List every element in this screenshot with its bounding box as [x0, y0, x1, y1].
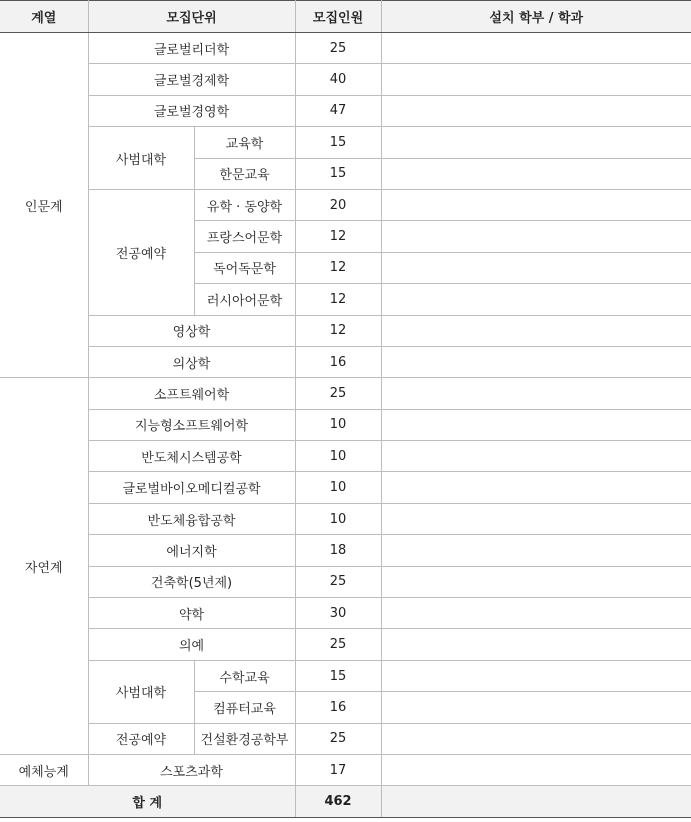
unit-cell: 수학교육 [194, 660, 295, 691]
unit-cell: 반도체시스템공학 [88, 441, 295, 472]
unit-cell: 의상학 [88, 346, 295, 377]
quota-cell: 30 [295, 598, 381, 629]
group-humanities: 인문계 [0, 33, 88, 378]
table-row [0, 127, 691, 158]
table-row [0, 503, 691, 534]
quota-cell: 40 [295, 64, 381, 95]
header-quota: 모집인원 [295, 1, 381, 33]
dept-cell [381, 409, 691, 440]
unit-cell: 유학 · 동양학 [194, 189, 295, 220]
quota-cell: 47 [295, 95, 381, 126]
total-quota: 462 [295, 786, 381, 817]
dept-cell [381, 284, 691, 315]
quota-cell: 10 [295, 503, 381, 534]
unit-cell: 의예 [88, 629, 295, 660]
quota-cell: 15 [295, 127, 381, 158]
quota-cell: 17 [295, 754, 381, 785]
dept-cell [381, 754, 691, 785]
unit-cell: 글로벌경제학 [88, 64, 295, 95]
unit-cell: 영상학 [88, 315, 295, 346]
dept-cell [381, 127, 691, 158]
table-row [0, 441, 691, 472]
subgroup-reserve-science: 전공예약 [88, 723, 194, 754]
header-dept: 설치 학부 / 학과 [381, 1, 691, 33]
table-row [0, 189, 691, 220]
dept-cell [381, 723, 691, 754]
quota-cell: 12 [295, 252, 381, 283]
unit-cell: 건축학(5년제) [88, 566, 295, 597]
unit-cell: 교육학 [194, 127, 295, 158]
table-row [0, 754, 691, 785]
table-row [0, 472, 691, 503]
table-header [0, 1, 691, 33]
quota-cell: 18 [295, 535, 381, 566]
table-row [0, 535, 691, 566]
subgroup-education-humanities: 사범대학 [88, 127, 194, 190]
group-arts: 예체능계 [0, 754, 88, 785]
quota-cell: 25 [295, 566, 381, 597]
table-row [0, 660, 691, 691]
dept-cell [381, 503, 691, 534]
dept-cell [381, 629, 691, 660]
unit-cell: 반도체융합공학 [88, 503, 295, 534]
table-row [0, 409, 691, 440]
table-row [0, 64, 691, 95]
unit-cell: 프랑스어문학 [194, 221, 295, 252]
quota-cell: 10 [295, 441, 381, 472]
dept-cell [381, 378, 691, 409]
unit-cell: 지능형소프트웨어학 [88, 409, 295, 440]
dept-cell [381, 535, 691, 566]
table-row [0, 346, 691, 377]
subgroup-reserve-humanities: 전공예약 [88, 189, 194, 315]
dept-cell [381, 95, 691, 126]
unit-cell: 에너지학 [88, 535, 295, 566]
table-row [0, 566, 691, 597]
dept-cell [381, 64, 691, 95]
total-dept [381, 786, 691, 817]
dept-cell [381, 33, 691, 64]
table-row [0, 33, 691, 64]
quota-cell: 25 [295, 723, 381, 754]
unit-cell: 글로벌바이오메디컬공학 [88, 472, 295, 503]
dept-cell [381, 252, 691, 283]
dept-cell [381, 472, 691, 503]
total-label: 합 계 [0, 786, 295, 817]
table-body [0, 33, 691, 818]
unit-cell: 러시아어문학 [194, 284, 295, 315]
quota-cell: 16 [295, 346, 381, 377]
dept-cell [381, 346, 691, 377]
subgroup-education-science: 사범대학 [88, 660, 194, 723]
unit-cell: 독어독문학 [194, 252, 295, 283]
group-science: 자연계 [0, 378, 88, 755]
quota-cell: 12 [295, 221, 381, 252]
quota-cell: 12 [295, 315, 381, 346]
unit-cell: 약학 [88, 598, 295, 629]
dept-cell [381, 692, 691, 723]
table-row [0, 629, 691, 660]
unit-cell: 한문교육 [194, 158, 295, 189]
quota-cell: 16 [295, 692, 381, 723]
dept-cell [381, 221, 691, 252]
quota-cell: 15 [295, 158, 381, 189]
quota-cell: 12 [295, 284, 381, 315]
quota-cell: 10 [295, 472, 381, 503]
quota-cell: 10 [295, 409, 381, 440]
quota-cell: 25 [295, 378, 381, 409]
total-row [0, 786, 691, 817]
table-row [0, 378, 691, 409]
table-row [0, 95, 691, 126]
unit-cell: 소프트웨어학 [88, 378, 295, 409]
dept-cell [381, 315, 691, 346]
quota-cell: 25 [295, 33, 381, 64]
table-row [0, 598, 691, 629]
dept-cell [381, 441, 691, 472]
dept-cell [381, 189, 691, 220]
table-row [0, 315, 691, 346]
quota-cell: 15 [295, 660, 381, 691]
quota-cell: 25 [295, 629, 381, 660]
header-row [0, 1, 691, 33]
unit-cell: 글로벌리더학 [88, 33, 295, 64]
unit-cell: 스포츠과학 [88, 754, 295, 785]
dept-cell [381, 660, 691, 691]
dept-cell [381, 566, 691, 597]
header-unit: 모집단위 [88, 1, 295, 33]
unit-cell: 컴퓨터교육 [194, 692, 295, 723]
header-group: 계열 [0, 1, 88, 33]
dept-cell [381, 158, 691, 189]
dept-cell [381, 598, 691, 629]
quota-cell: 20 [295, 189, 381, 220]
unit-cell: 글로벌경영학 [88, 95, 295, 126]
table-row [0, 723, 691, 754]
unit-cell: 건설환경공학부 [194, 723, 295, 754]
